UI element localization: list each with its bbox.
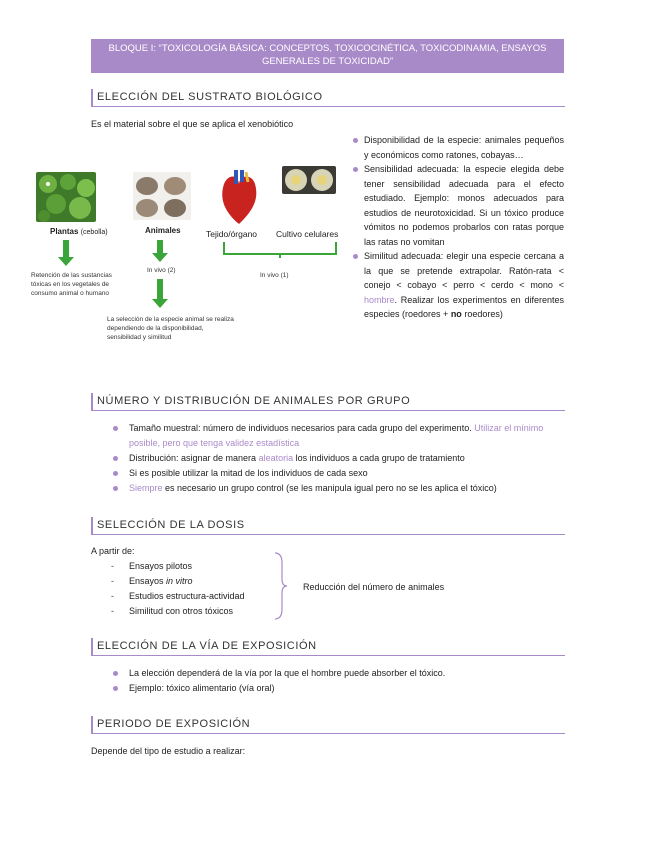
dosis-list xyxy=(107,559,287,619)
plants-arrow xyxy=(63,240,69,258)
heart-image xyxy=(218,170,260,226)
list-item: Tamaño muestral: número de individuos necesarios para cada grupo del experimento. Utilizar el mínimo posible, pero que tenga validez estadística xyxy=(107,421,567,451)
plants-image xyxy=(36,172,96,222)
section-title: NÚMERO Y DISTRIBUCIÓN DE ANIMALES POR GRUPO xyxy=(97,395,411,407)
cultivo-label: Cultivo celulares xyxy=(276,229,339,239)
list-item: - Ensayos pilotos xyxy=(107,559,287,574)
section-header-via xyxy=(91,638,565,656)
tejido-label: Tejido/órgano xyxy=(206,229,258,239)
section-header-numero xyxy=(91,393,565,411)
dosis-intro: A partir de: xyxy=(91,546,135,556)
list-item: Si es posible utilizar la mitad de los individuos de cada sexo xyxy=(107,466,567,481)
animales-label: Animales xyxy=(145,226,181,235)
section-header-periodo xyxy=(91,716,565,734)
list-item: Ejemplo: tóxico alimentario (vía oral) xyxy=(107,681,567,696)
seleccion-text: La selección de la especie animal se realiza dependiendo de la disponibilidad, sensibilidad y similitud xyxy=(107,316,234,341)
distribution-list xyxy=(107,421,567,496)
intro-text: Es el material sobre el que se aplica el xenobiótico xyxy=(91,119,294,129)
list-item: La elección dependerá de la vía por la que el hombre puede absorber el tóxico. xyxy=(107,666,567,681)
list-item: Disponibilidad de la especie: animales pequeños y económicos como ratones, cobayas… xyxy=(352,133,564,162)
animals-image xyxy=(133,172,191,220)
block-title-banner: BLOQUE I: “TOXICOLOGÍA BÁSICA: CONCEPTOS, TOXICOCINÉTICA, TOXICODINAMIA, ENSAYOS GENERALES DE TOXICIDAD” xyxy=(91,39,564,73)
list-item: - Ensayos in vitro xyxy=(107,574,287,589)
invivo1-text: In vivo (1) xyxy=(260,272,289,279)
section-title: PERIODO DE EXPOSICIÓN xyxy=(97,718,251,730)
animals-arrow-1 xyxy=(157,240,163,254)
section-title: ELECCIÓN DE LA VÍA DE EXPOSICIÓN xyxy=(97,640,317,652)
curly-brace xyxy=(272,551,288,621)
animals-arrow-2 xyxy=(157,279,163,300)
section-header-sustrato xyxy=(91,89,565,107)
periodo-text: Depende del tipo de estudio a realizar: xyxy=(91,746,246,756)
plantas-label: Plantas (cebolla) xyxy=(50,227,108,236)
invivo2-text: In vivo (2) xyxy=(147,267,176,274)
section-title: SELECCIÓN DE LA DOSIS xyxy=(97,519,245,531)
list-item: Distribución: asignar de manera aleatoria los individuos a cada grupo de tratamiento xyxy=(107,451,567,466)
list-item: Siempre es necesario un grupo control (se les manipula igual pero no se les aplica el tóxico) xyxy=(107,481,567,496)
reduccion-text: Reducción del número de animales xyxy=(303,582,445,592)
species-criteria-list xyxy=(352,133,564,322)
section-header-dosis xyxy=(91,517,565,535)
via-list xyxy=(107,666,567,696)
list-item: - Similitud con otros tóxicos xyxy=(107,604,287,619)
cell-culture-image xyxy=(282,166,336,194)
invivo1-bracket xyxy=(222,242,338,258)
list-item: Sensibilidad adecuada: la especie elegida debe tener sensibilidad adecuada para el efecto estudiado. Ejemplo: monos adecuados para estudios de neurotoxicidad. Si un tóxico produce vómitos no podemos probarlos con ratas porque las ratas no vomitan xyxy=(352,162,564,249)
list-item: - Estudios estructura-actividad xyxy=(107,589,287,604)
retencion-text: Retención de las sustancias tóxicas en los vegetales de consumo animal o humano xyxy=(31,272,112,297)
section-title: ELECCIÓN DEL SUSTRATO BIOLÓGICO xyxy=(97,91,323,103)
list-item: Similitud adecuada: elegir una especie cercana a la que se pretende extrapolar. Ratón-rata < conejo < cobayo < perro < cerdo < mono < hombre. Realizar los experimentos en diferentes especies (roedores + no roedores) xyxy=(352,249,564,322)
